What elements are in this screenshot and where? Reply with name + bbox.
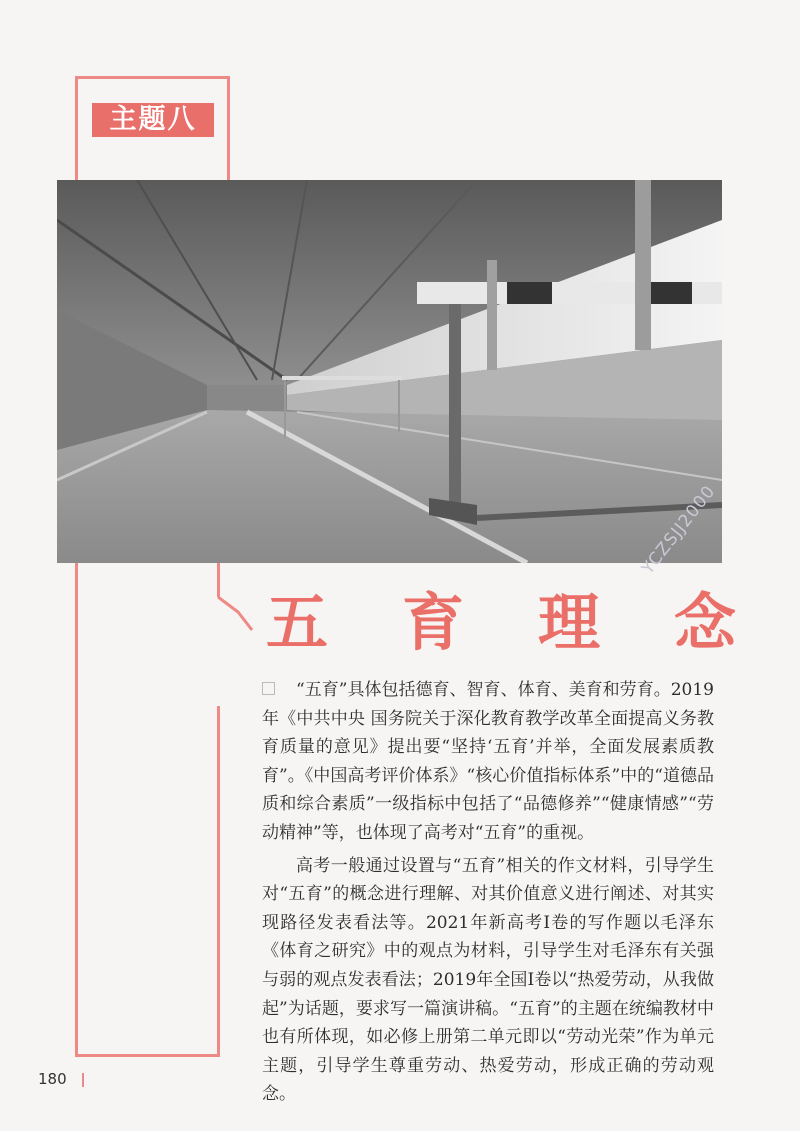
paragraph-1: “五育”具体包括德育、智育、体育、美育和劳育。2019年《中共中央 国务院关于深化教育教学改革全面提高义务教育质量的意见》提出要“坚持‘五育’并举，全面发展素质教育”。《中国高考评价体系》“核心价值指标体系”中的“道德品质和综合素质”一级指标中包括了“品德修养”“健康情感”“劳动精神”等，也体现了高考对“五育”的重视。 xyxy=(262,680,714,843)
page-number-bar xyxy=(82,1073,84,1087)
title-char-1: 五 xyxy=(266,586,329,659)
paragraph-2: 高考一般通过设置与“五育”相关的作文材料，引导学生对“五育”的概念进行理解、对其价值意义进行阐述、对其实现路径发表看法等。2021年新高考Ⅰ卷的写作题以毛泽东《体育之研究》中的观点为材料，引导学生对毛泽东有关强与弱的观点发表看法；2019年全国Ⅰ卷以“热爱劳动，从我做起”为话题，要求写一篇演讲稿。“五育”的主题在统编教材中也有所体现，如必修上册第二单元即以“劳动光荣”作为单元主题，引导学生尊重劳动、热爱劳动，形成正确的劳动观念。 xyxy=(262,855,714,1105)
bullet-square-icon xyxy=(262,682,275,695)
section-title xyxy=(266,588,736,658)
title-char-2: 育 xyxy=(401,586,464,659)
page-number: 180 xyxy=(38,1070,67,1088)
title-char-3: 理 xyxy=(537,586,600,659)
body-text xyxy=(262,676,714,1113)
title-char-4: 念 xyxy=(673,586,736,659)
theme-badge: 主题八 xyxy=(92,103,214,137)
watermark: YCZSJJ2000 xyxy=(638,481,720,579)
hurdle-track-photo xyxy=(57,180,722,563)
